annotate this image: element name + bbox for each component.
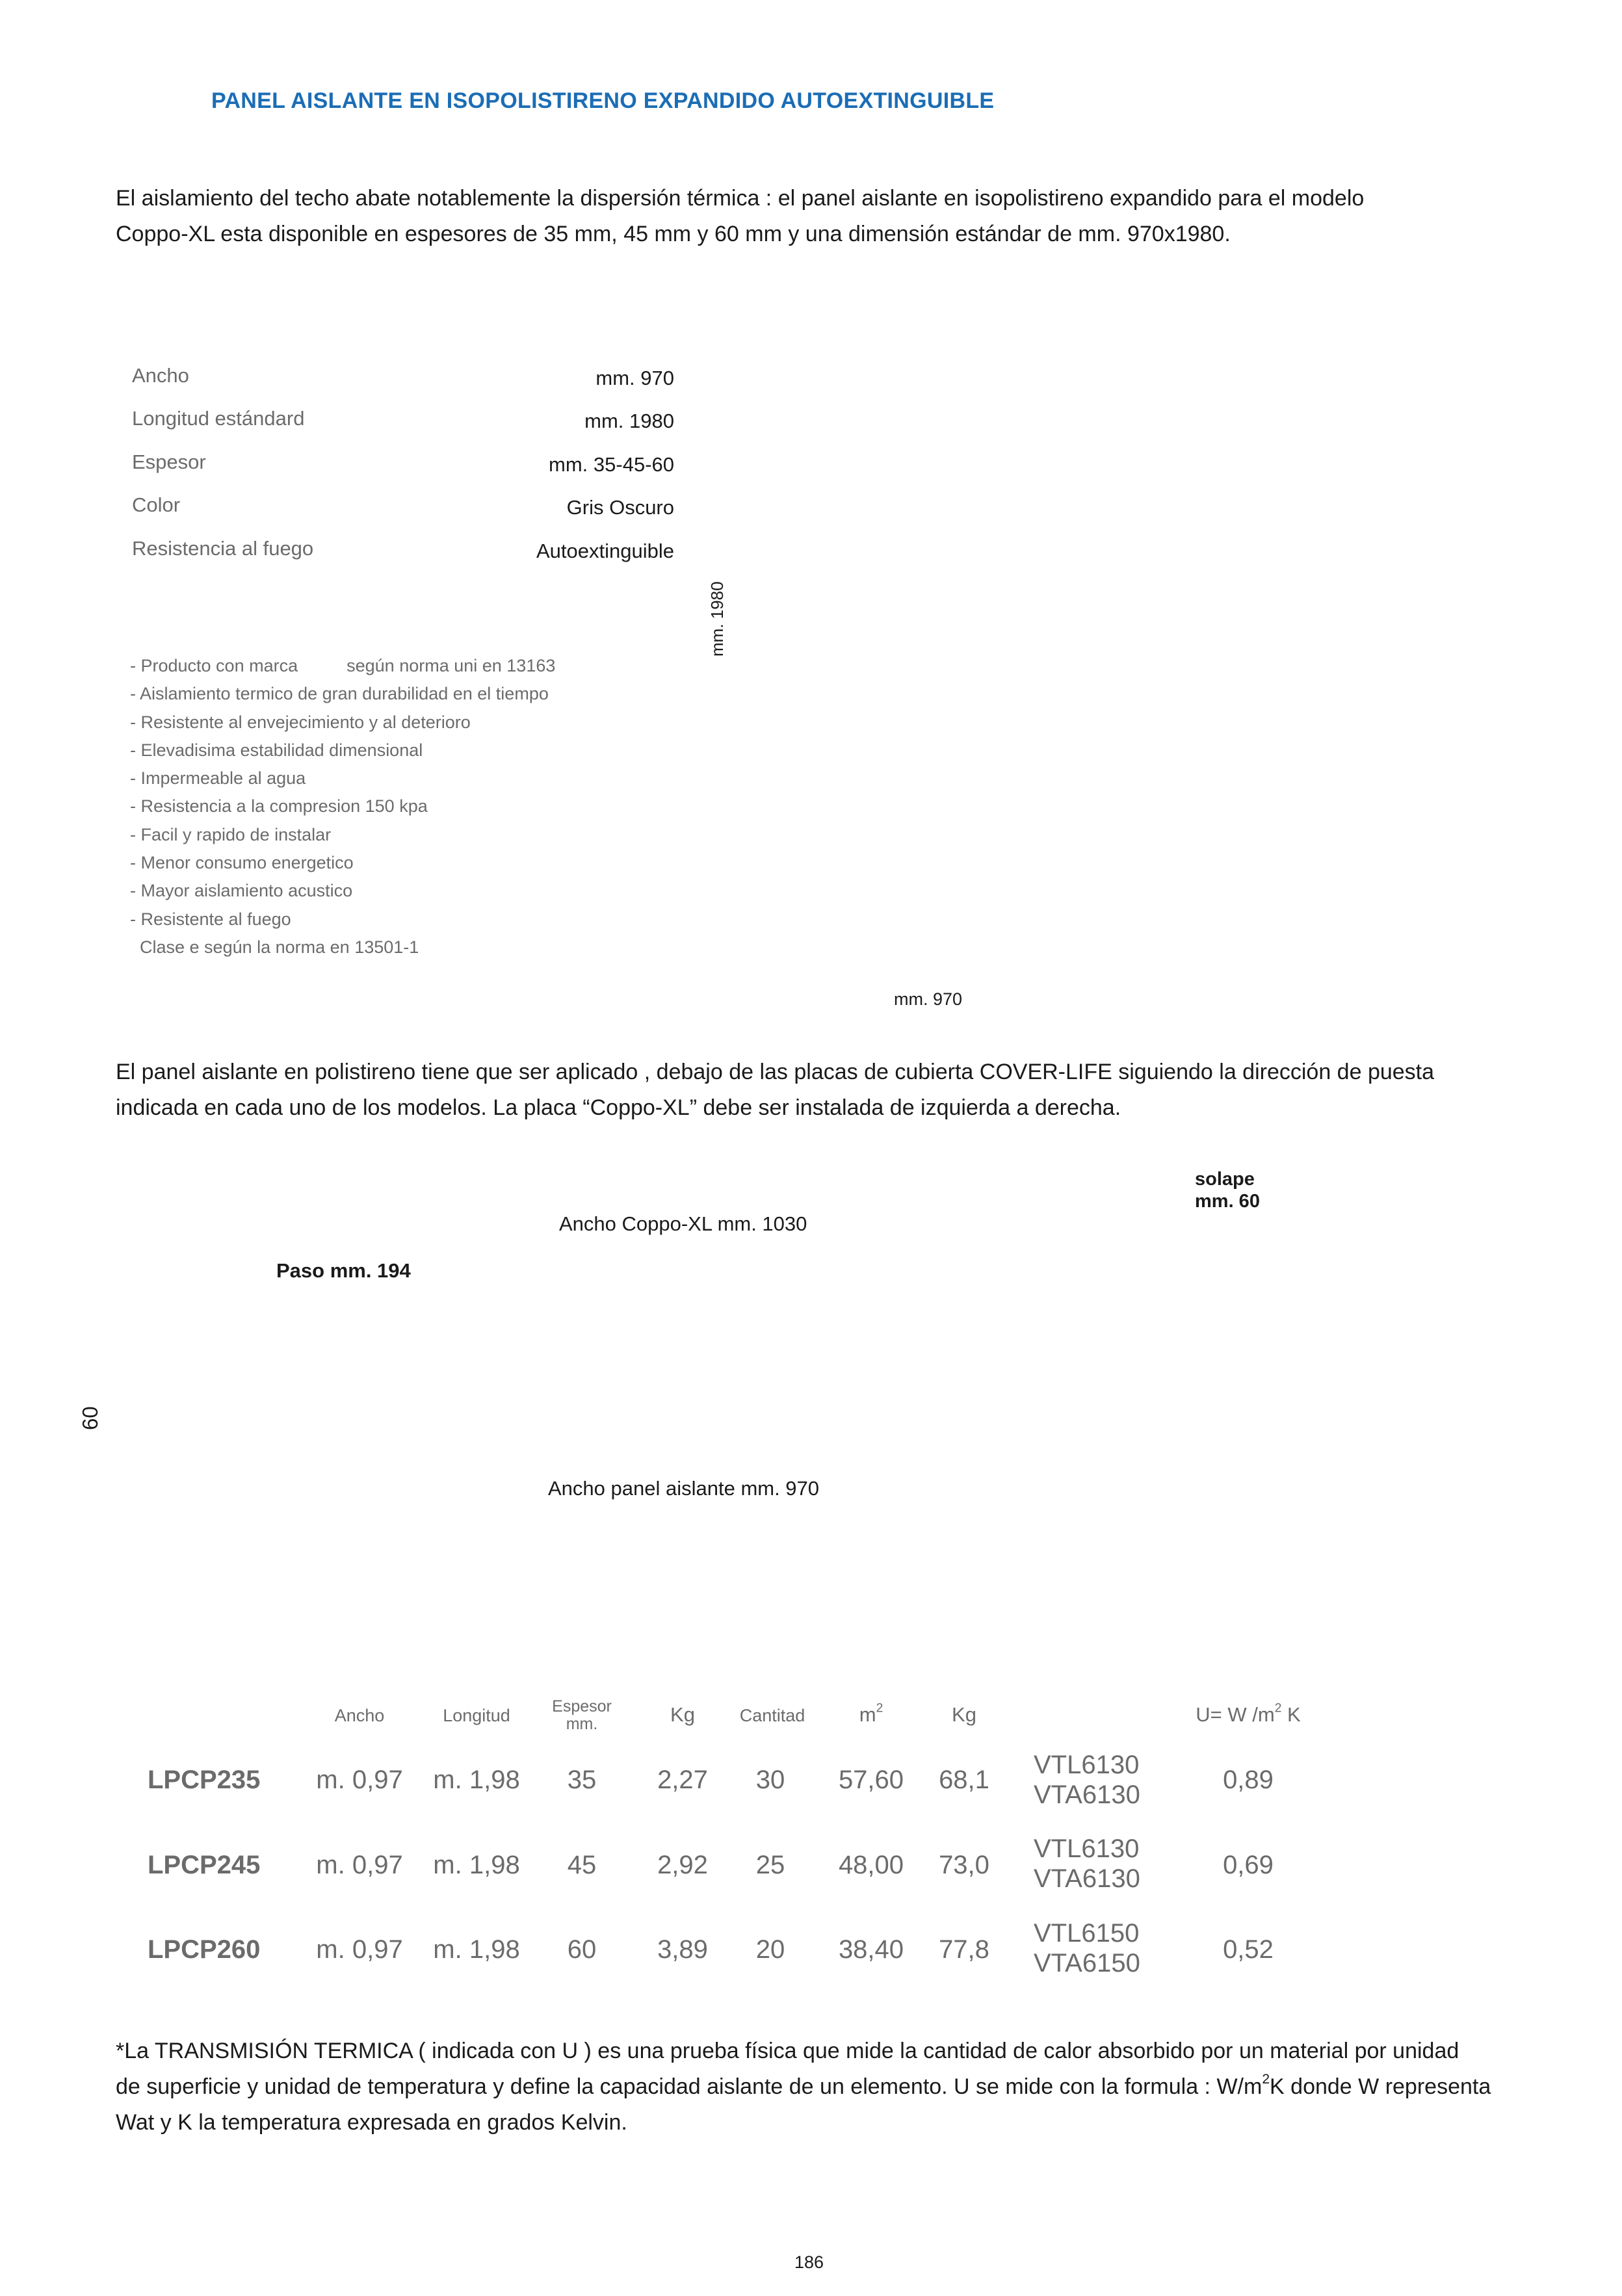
cell-kg: 2,27 xyxy=(657,1766,708,1794)
spec-value-color: Gris Oscuro xyxy=(566,496,674,519)
solape-line: solape xyxy=(1195,1169,1255,1190)
col-header-cantitad: Cantitad xyxy=(739,1706,805,1725)
spec-value-espesor: mm. 35-45-60 xyxy=(549,453,674,476)
col-header-longitud: Longitud xyxy=(443,1706,510,1725)
reference-code: VTL6130 xyxy=(1034,1751,1140,1779)
cell-u: 0,52 xyxy=(1223,1935,1274,1964)
intro-line: Coppo-XL esta disponible en espesores de 35 mm, 45 mm y 60 mm y una dimensión estándar de mm. 970x1980. xyxy=(116,222,1231,246)
ancho-coppo-label: Ancho Coppo-XL mm. 1030 xyxy=(559,1212,807,1235)
cell-u: 0,69 xyxy=(1223,1851,1274,1879)
cell-m2: 57,60 xyxy=(838,1766,904,1794)
feature-item: - Menor consumo energetico xyxy=(130,853,354,873)
cell-espesor: 35 xyxy=(567,1766,597,1794)
footnote-text: K donde W representa xyxy=(1270,2074,1491,2099)
col-header-kg-total: Kg xyxy=(952,1703,976,1726)
cell-references xyxy=(1034,1834,1140,1894)
feature-item: - Resistente al fuego xyxy=(130,909,291,929)
footnote-line: Wat y K la temperatura expresada en grados Kelvin. xyxy=(116,2110,627,2135)
feature-item: Clase e según la norma en 13501-1 xyxy=(130,937,419,957)
cell-cantitad: 25 xyxy=(755,1851,785,1879)
m2-sup: 2 xyxy=(876,1701,883,1715)
side-number: 60 xyxy=(78,1406,102,1430)
cell-ancho: m. 0,97 xyxy=(316,1935,403,1964)
cell-cantitad: 30 xyxy=(755,1766,785,1794)
product-code: LPCP235 xyxy=(148,1766,261,1794)
reference-code: VTA6130 xyxy=(1034,1781,1140,1809)
m2-base: m xyxy=(859,1703,876,1726)
feature-item: - Elevadisima estabilidad dimensional xyxy=(130,740,423,760)
cell-u: 0,89 xyxy=(1223,1766,1274,1794)
reference-code: VTL6130 xyxy=(1034,1834,1140,1863)
reference-code: VTA6130 xyxy=(1034,1864,1140,1893)
reference-code: VTL6150 xyxy=(1034,1919,1140,1948)
feature-item: - Resistencia a la compresion 150 kpa xyxy=(130,796,428,816)
cell-kg: 3,89 xyxy=(657,1935,708,1964)
product-code: LPCP260 xyxy=(148,1935,261,1964)
spec-label-longitud: Longitud estándard xyxy=(132,407,305,430)
product-code: LPCP245 xyxy=(148,1851,261,1879)
install-line: El panel aislante en polistireno tiene que ser aplicado , debajo de las placas de cubierta COVER-LIFE siguiendo la dirección de puesta xyxy=(116,1060,1435,1084)
cell-longitud: m. 1,98 xyxy=(433,1766,520,1794)
spec-value-ancho: mm. 970 xyxy=(595,367,674,389)
cell-kg: 2,92 xyxy=(657,1851,708,1879)
feature-item: - Impermeable al agua xyxy=(130,768,306,789)
col-header-espesor xyxy=(536,1698,627,1733)
cell-m2: 38,40 xyxy=(838,1935,904,1964)
page-title: PANEL AISLANTE EN ISOPOLISTIRENO EXPANDIDO AUTOEXTINGUIBLE xyxy=(211,88,995,113)
cell-m2: 48,00 xyxy=(838,1851,904,1879)
cell-longitud: m. 1,98 xyxy=(433,1851,520,1879)
feature-item: - Facil y rapido de instalar xyxy=(130,824,332,844)
cell-espesor: 45 xyxy=(567,1851,597,1879)
spec-label-espesor: Espesor xyxy=(132,450,206,473)
cell-kg-total: 68,1 xyxy=(939,1766,989,1794)
footnote-line: *La TRANSMISIÓN TERMICA ( indicada con U ) es una prueba física que mide la cantidad de calor absorbido por un material por unidad xyxy=(116,2039,1459,2063)
spec-label-ancho: Ancho xyxy=(132,364,189,387)
footnote-sup: 2 xyxy=(1262,2072,1270,2087)
u-sup: 2 xyxy=(1274,1701,1282,1715)
feature-item: - Resistente al envejecimiento y al deterioro xyxy=(130,712,471,732)
cell-kg-total: 73,0 xyxy=(939,1851,989,1879)
install-paragraph xyxy=(116,1054,1434,1126)
col-header-espesor-line: mm. xyxy=(566,1715,598,1733)
install-line: indicada en cada uno de los modelos. La placa “Coppo-XL” debe ser instalada de izquierda a derecha. xyxy=(116,1095,1121,1120)
cell-ancho: m. 0,97 xyxy=(316,1851,403,1879)
cell-ancho: m. 0,97 xyxy=(316,1766,403,1794)
spec-label-color: Color xyxy=(132,493,181,516)
u-prefix: U= W /m xyxy=(1196,1703,1275,1726)
spec-value-longitud: mm. 1980 xyxy=(584,410,674,432)
dimension-vertical: mm. 1980 xyxy=(707,581,727,657)
col-header-m2 xyxy=(845,1703,897,1727)
cell-cantitad: 20 xyxy=(755,1935,785,1964)
ancho-panel-label: Ancho panel aislante mm. 970 xyxy=(548,1477,820,1500)
cell-longitud: m. 1,98 xyxy=(433,1935,520,1964)
reference-code: VTA6150 xyxy=(1034,1949,1140,1977)
solape-line: mm. 60 xyxy=(1195,1191,1260,1212)
features-list xyxy=(130,652,555,961)
page-number: 186 xyxy=(794,2252,824,2272)
cell-espesor: 60 xyxy=(567,1935,597,1964)
paso-label: Paso mm. 194 xyxy=(276,1259,411,1282)
solape-label xyxy=(1195,1168,1260,1212)
intro-line: El aislamiento del techo abate notablemente la dispersión térmica : el panel aislante en isopolistireno expandido para el modelo xyxy=(116,186,1365,211)
u-suffix: K xyxy=(1281,1703,1301,1726)
cell-references xyxy=(1034,1918,1140,1978)
cell-kg-total: 77,8 xyxy=(939,1935,989,1964)
spec-label-resistencia: Resistencia al fuego xyxy=(132,537,314,560)
footnote-line xyxy=(116,2069,1491,2105)
feature-item: - Producto con marca según norma uni en 13163 xyxy=(130,656,556,675)
col-header-espesor-line: Espesor xyxy=(552,1697,612,1715)
col-header-u xyxy=(1157,1703,1339,1727)
footnote-text: de superficie y unidad de temperatura y define la capacidad aislante de un elemento. U se mide con la formula : W/m xyxy=(116,2074,1262,2099)
feature-item: - Aislamiento termico de gran durabilidad en el tiempo xyxy=(130,684,549,704)
intro-paragraph xyxy=(116,181,1364,252)
feature-item: - Mayor aislamiento acustico xyxy=(130,881,353,901)
dimension-horizontal: mm. 970 xyxy=(894,989,963,1009)
spec-value-resistencia: Autoextinguible xyxy=(536,540,674,562)
footnote-paragraph xyxy=(116,2033,1491,2141)
col-header-ancho: Ancho xyxy=(334,1706,385,1725)
cell-references xyxy=(1034,1750,1140,1810)
col-header-kg: Kg xyxy=(670,1703,695,1726)
